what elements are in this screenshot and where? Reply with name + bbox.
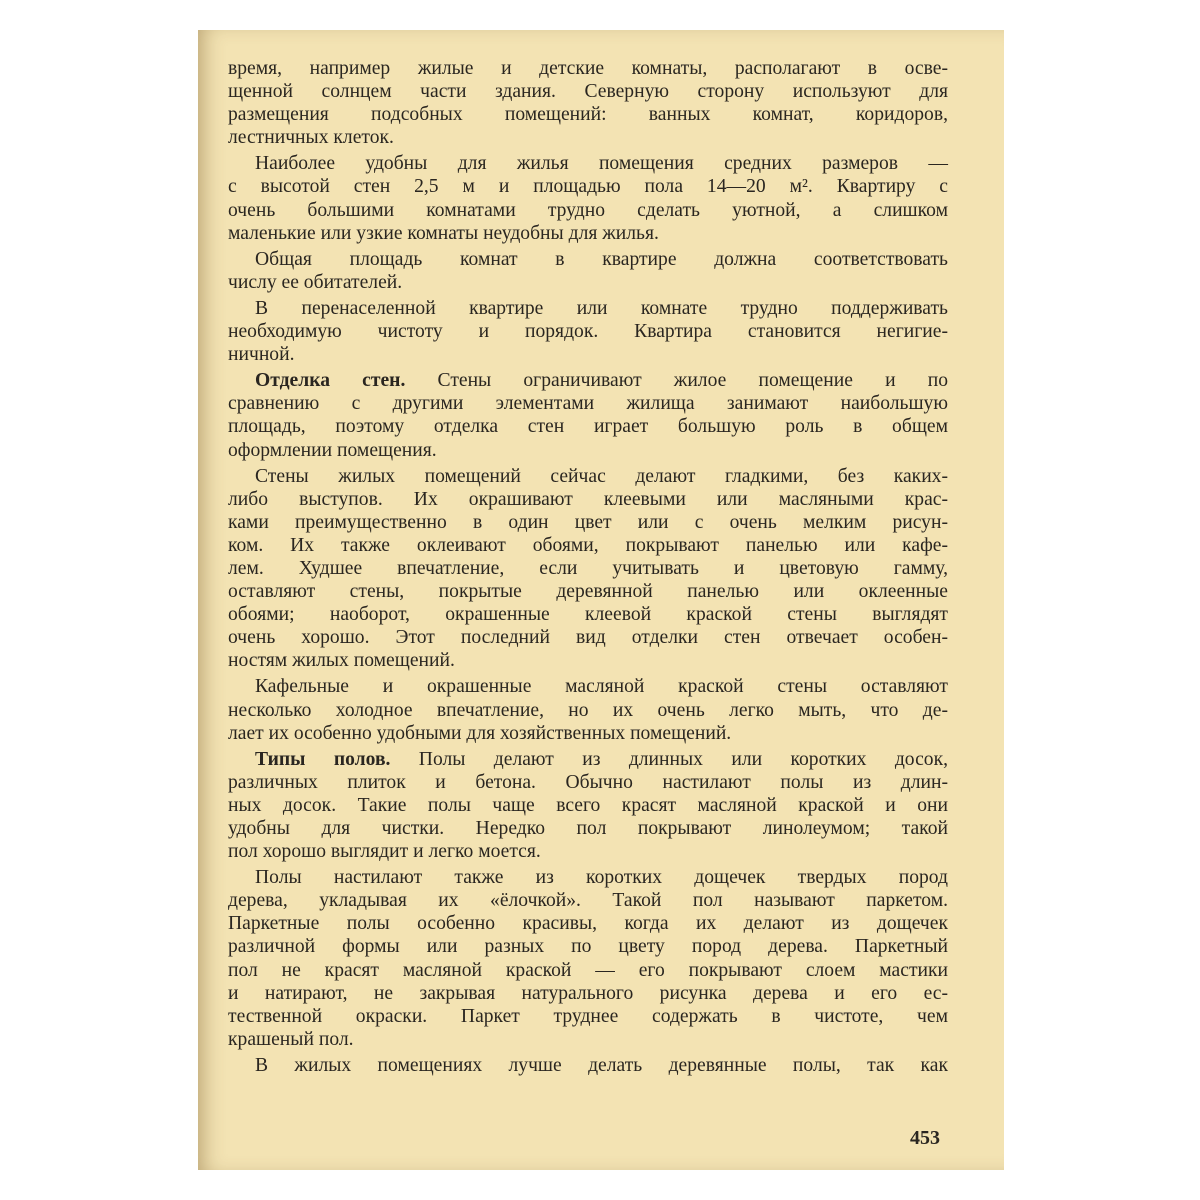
section-heading: Типы полов. — [255, 748, 391, 770]
line-text: размещения подсобных помещений: ванных комнат, коридоров, — [228, 104, 948, 126]
text-line — [228, 982, 948, 1005]
text-line — [228, 675, 948, 698]
text-line — [228, 1005, 948, 1028]
text-line — [228, 369, 948, 392]
text-line — [228, 152, 948, 175]
text-line — [228, 248, 948, 271]
line-text: Паркетные полы особенно красивы, когда их делают из дощечек — [228, 913, 948, 935]
line-text: ками преимущественно в один цвет или с очень мелким рисун- — [228, 511, 948, 533]
line-text: площадь, поэтому отделка стен играет большую роль в общем — [228, 416, 948, 438]
text-line — [228, 415, 948, 438]
line-text: ничной. — [228, 344, 295, 366]
text-line — [228, 649, 948, 672]
page-number: 453 — [910, 1127, 940, 1149]
line-text: Наиболее удобны для жилья помещения средних размеров — — [255, 153, 948, 175]
text-line — [228, 439, 948, 462]
text-line — [228, 866, 948, 889]
text-line — [228, 80, 948, 103]
line-text: ком. Их также оклеивают обоями, покрывают панелью или кафе- — [228, 534, 948, 556]
text-line — [228, 271, 948, 294]
line-text: ных досок. Такие полы чаще всего красят масляной краской и они — [228, 794, 948, 816]
line-text: числу ее обитателей. — [228, 271, 403, 293]
line-text: различной формы или разных по цвету пород дерева. Паркетный — [228, 936, 948, 958]
line-text: различных плиток и бетона. Обычно настилают полы из длин- — [228, 771, 948, 793]
text-line — [228, 959, 948, 982]
line-text: щенной солнцем части здания. Северную сторону используют для — [228, 81, 948, 103]
line-text: В перенаселенной квартире или комнате трудно поддерживать — [255, 297, 948, 319]
page-body-text — [228, 57, 948, 1077]
text-line — [228, 626, 948, 649]
line-text: лает их особенно удобными для хозяйственных помещений. — [228, 722, 732, 744]
text-line — [228, 126, 948, 149]
text-line — [228, 935, 948, 958]
line-text: лестничных клеток. — [228, 127, 394, 149]
line-text: ностям жилых помещений. — [228, 650, 455, 672]
line-text: В жилых помещениях лучше делать деревянные полы, так как — [255, 1054, 948, 1076]
text-line — [228, 557, 948, 580]
line-text: и натирают, не закрывая натурального рисунка дерева и его ес- — [228, 982, 948, 1004]
text-line — [228, 465, 948, 488]
text-line — [228, 199, 948, 222]
text-line — [228, 488, 948, 511]
line-text: время, например жилые и детские комнаты, располагают в осве- — [228, 58, 948, 79]
line-text: Стены жилых помещений сейчас делают гладкими, без каких- — [255, 465, 948, 487]
line-text: пол хорошо выглядит и легко моется. — [228, 841, 541, 863]
line-text: тественной окраски. Паркет труднее содержать в чистоте, чем — [228, 1005, 948, 1027]
text-line — [228, 580, 948, 603]
line-text: необходимую чистоту и порядок. Квартира становится негигие- — [228, 321, 948, 343]
line-text: лем. Худшее впечатление, если учитывать и цветовую гамму, — [228, 557, 948, 579]
book-page — [198, 30, 1004, 1170]
line-text: дерева, укладывая их «ёлочкой». Такой пол называют паркетом. — [228, 890, 948, 912]
line-text: очень большими комнатами трудно сделать уютной, а слишком — [228, 199, 948, 221]
line-text: пол не красят масляной краской — его покрывают слоем мастики — [228, 959, 948, 981]
text-line — [228, 343, 948, 366]
line-text: несколько холодное впечатление, но их очень легко мыть, что де- — [228, 699, 948, 721]
text-line — [228, 103, 948, 126]
text-line — [228, 1028, 948, 1051]
text-line — [228, 889, 948, 912]
text-line — [228, 603, 948, 626]
text-line — [228, 840, 948, 863]
text-line — [228, 748, 948, 771]
line-text: Общая площадь комнат в квартире должна соответствовать — [255, 248, 948, 270]
text-line — [228, 534, 948, 557]
line-text: оставляют стены, покрытые деревянной панелью или оклеенные — [228, 581, 948, 603]
text-line — [228, 817, 948, 840]
line-text: с высотой стен 2,5 м и площадью пола 14—20 м². Квартиру с — [228, 176, 948, 198]
line-text: Полы делают из длинных или коротких досок, — [390, 748, 948, 770]
text-line — [228, 175, 948, 198]
text-line — [228, 511, 948, 534]
line-text: Кафельные и окрашенные масляной краской стены оставляют — [255, 676, 948, 698]
text-line — [228, 57, 948, 80]
text-line — [228, 297, 948, 320]
line-text: очень хорошо. Этот последний вид отделки стен отвечает особен- — [228, 627, 948, 649]
text-line — [228, 699, 948, 722]
line-text: обоями; наоборот, окрашенные клеевой краской стены выглядят — [228, 604, 948, 626]
text-line — [228, 320, 948, 343]
text-line — [228, 771, 948, 794]
line-text: крашеный пол. — [228, 1028, 354, 1050]
line-text: либо выступов. Их окрашивают клеевыми или масляными крас- — [228, 488, 948, 510]
text-line — [228, 222, 948, 245]
text-line — [228, 912, 948, 935]
line-text: сравнению с другими элементами жилища занимают наибольшую — [228, 393, 948, 415]
text-line — [228, 722, 948, 745]
line-text: Полы настилают также из коротких дощечек твердых пород — [255, 867, 948, 889]
line-text: оформлении помещения. — [228, 439, 437, 461]
line-text: Стены ограничивают жилое помещение и по — [405, 370, 948, 392]
section-heading: Отделка стен. — [255, 370, 406, 392]
text-line — [228, 392, 948, 415]
line-text: удобны для чистки. Нередко пол покрывают линолеумом; такой — [228, 818, 948, 839]
text-line — [228, 794, 948, 817]
line-text: маленькие или узкие комнаты неудобны для жилья. — [228, 222, 659, 244]
text-line — [228, 1054, 948, 1077]
